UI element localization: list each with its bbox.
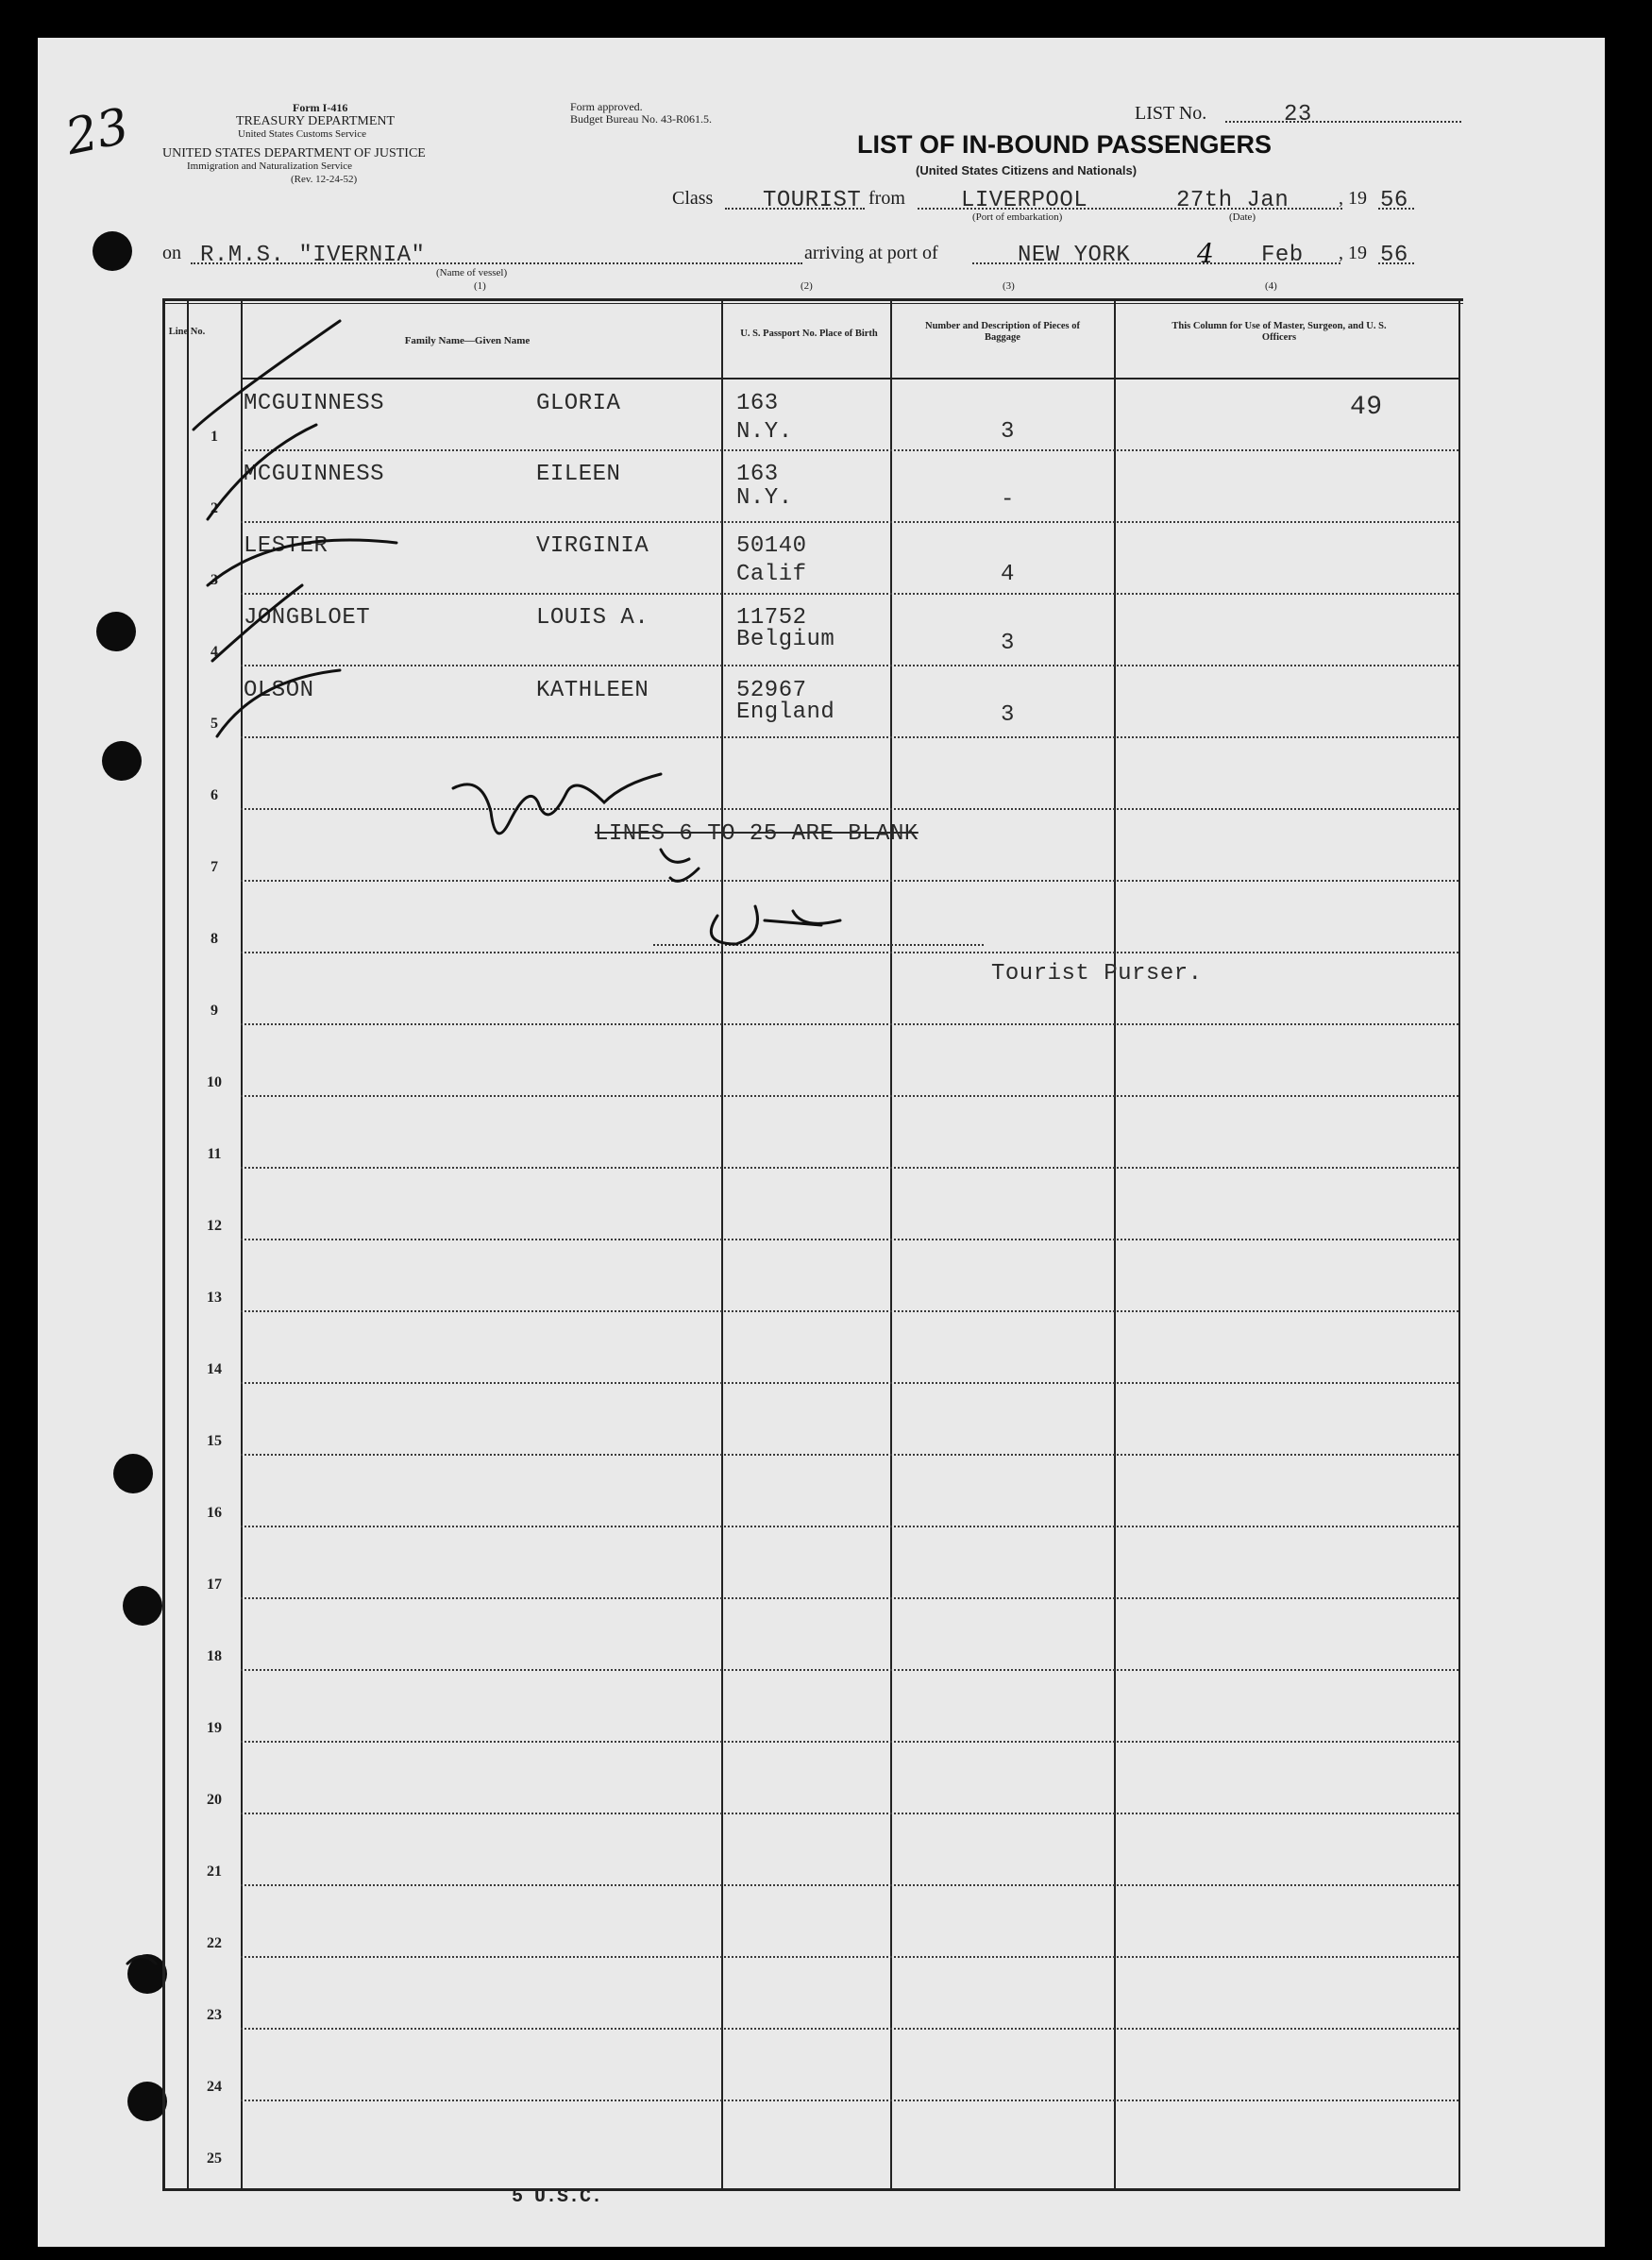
line-number: 5 [211, 716, 218, 732]
family-name: LESTER [244, 533, 329, 559]
arrival-year-prefix: , 19 [1339, 243, 1367, 263]
blank-lines-note: LINES 6 TO 25 ARE BLANK [595, 821, 919, 847]
baggage-count: 3 [1001, 702, 1015, 728]
purser-title: Tourist Purser. [991, 961, 1203, 987]
line-number: 12 [207, 1218, 222, 1234]
header-baggage: Number and Description of Pieces of Baggage [925, 321, 1080, 344]
form-approved: Form approved. [570, 100, 643, 113]
place-of-birth: N.Y. [736, 419, 793, 445]
col-num-1: (1) [474, 280, 486, 292]
line-number: 8 [211, 931, 218, 947]
port-embark-caption: (Port of embarkation) [972, 211, 1063, 223]
embark-year-prefix: , 19 [1339, 188, 1367, 209]
passport-number: 163 [736, 462, 779, 487]
handwritten-list-number: 23 [60, 97, 134, 167]
col-num-2: (2) [801, 280, 813, 292]
class-label: Class [672, 188, 714, 209]
header-passport: U. S. Passport No. Place of Birth [740, 329, 878, 339]
baggage-count: 3 [1001, 631, 1015, 656]
treasury-department: TREASURY DEPARTMENT [236, 114, 396, 128]
passport-number: 50140 [736, 533, 807, 559]
arrival-day: 4 [1197, 238, 1214, 269]
officer-note: 49 [1350, 393, 1383, 422]
given-name: GLORIA [536, 391, 621, 416]
given-name: EILEEN [536, 462, 621, 487]
from-label: from [868, 188, 905, 209]
col-num-3: (3) [1003, 280, 1015, 292]
header-line-no: Line No. [168, 327, 206, 337]
line-number: 18 [207, 1648, 222, 1664]
check-mark [208, 425, 316, 519]
family-name: MCGUINNESS [244, 391, 385, 416]
passport-number: 11752 [736, 605, 807, 631]
arriving-label: arriving at port of [804, 243, 938, 263]
arrival-port: NEW YORK [1018, 243, 1131, 268]
pen-mark-icon [127, 1957, 156, 1965]
arrival-month: Feb [1261, 243, 1304, 268]
list-no-label: LIST No. [1135, 103, 1207, 124]
place-of-birth: N.Y. [736, 485, 793, 511]
family-name: JONGBLOET [244, 605, 371, 631]
line-number: 7 [211, 859, 218, 875]
line-number: 25 [207, 2150, 222, 2167]
line-number: 10 [207, 1074, 222, 1090]
line-number: 1 [211, 429, 218, 445]
on-label: on [162, 243, 181, 263]
vessel-caption: (Name of vessel) [436, 267, 508, 278]
port-of-embarkation: LIVERPOOL [961, 188, 1088, 213]
form-subtitle: (United States Citizens and Nationals) [916, 163, 1138, 177]
line-number: 23 [207, 2007, 222, 2023]
passport-number: 52967 [736, 678, 807, 703]
baggage-count: 4 [1001, 562, 1015, 587]
embark-year: 56 [1380, 188, 1408, 213]
place-of-birth: England [736, 700, 835, 725]
baggage-count: - [1001, 487, 1015, 513]
immigration-service: Immigration and Naturalization Service [187, 160, 353, 172]
given-name: LOUIS A. [536, 605, 649, 631]
check-mark [217, 670, 340, 736]
line-number: 3 [211, 572, 218, 588]
line-number: 4 [211, 644, 218, 660]
given-name: VIRGINIA [536, 533, 649, 559]
form-revision: (Rev. 12-24-52) [291, 174, 358, 185]
line-number: 24 [207, 2079, 222, 2095]
line-number: 2 [211, 500, 218, 516]
initials-icon [661, 850, 699, 881]
statute-note: 5 U.S.C. [512, 2186, 603, 2208]
customs-service: United States Customs Service [238, 128, 366, 140]
baggage-count: 3 [1001, 419, 1015, 445]
line-number: 15 [207, 1433, 222, 1449]
line-number: 11 [207, 1146, 222, 1162]
purser-signature-icon [711, 906, 840, 944]
budget-bureau: Budget Bureau No. 43-R061.5. [570, 112, 712, 126]
col-num-4: (4) [1265, 280, 1277, 292]
place-of-birth: Calif [736, 562, 807, 587]
line-number: 13 [207, 1290, 222, 1306]
vessel-name: R.M.S. "IVERNIA" [200, 243, 426, 268]
family-name: MCGUINNESS [244, 462, 385, 487]
header-officers: This Column for Use of Master, Surgeon, and U. S. Officers [1172, 321, 1387, 344]
embark-date: 27th Jan [1176, 188, 1290, 213]
line-number: 22 [207, 1935, 222, 1951]
check-mark [212, 585, 302, 661]
line-number: 14 [207, 1361, 222, 1377]
line-number: 16 [207, 1505, 222, 1521]
date-caption: (Date) [1229, 211, 1256, 223]
line-number: 19 [207, 1720, 222, 1736]
handwritten-marks [38, 38, 1605, 2247]
line-number: 17 [207, 1577, 222, 1593]
line-number: 6 [211, 787, 218, 803]
class-value: TOURIST [763, 188, 862, 213]
place-of-birth: Belgium [736, 627, 835, 652]
line-number: 21 [207, 1864, 222, 1880]
list-no-value: 23 [1284, 102, 1312, 127]
line-number: 20 [207, 1792, 222, 1808]
given-name: KATHLEEN [536, 678, 649, 703]
line-number: 9 [211, 1003, 218, 1019]
document-page [38, 38, 1605, 2247]
family-name: OLSON [244, 678, 314, 703]
officer-signature-icon [453, 774, 661, 834]
header-name: Family Name—Given Name [404, 335, 531, 346]
form-title: LIST OF IN-BOUND PASSENGERS [857, 130, 1273, 159]
check-mark [208, 540, 396, 585]
passport-number: 163 [736, 391, 779, 416]
arrival-year: 56 [1380, 243, 1408, 268]
form-number: Form I-416 [293, 101, 348, 114]
check-mark [194, 321, 340, 430]
department-of-justice: UNITED STATES DEPARTMENT OF JUSTICE [162, 146, 426, 160]
